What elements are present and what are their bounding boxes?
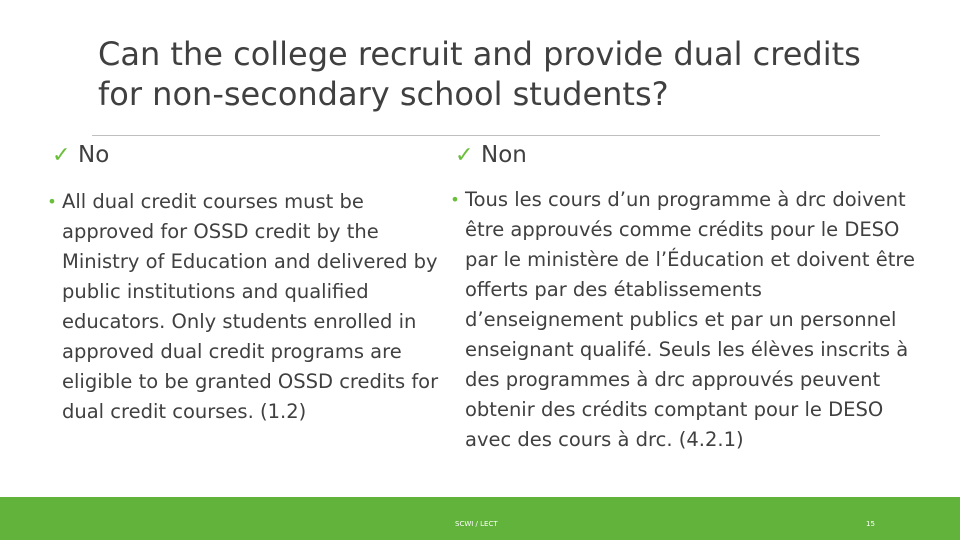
right-column-heading [455, 142, 527, 168]
left-column-heading [52, 142, 109, 168]
footer-bar [0, 497, 960, 540]
bullet-dot-icon: • [47, 192, 57, 211]
left-bullet-text: All dual credit courses must be approved for OSSD credit by the Ministry of Education and delivered by public institutions and qualified educators. Only students enrolled in approved dual credit programs are eligible to be granted OSSD credits for dual credit courses. (1.2) [62, 190, 439, 423]
checkmark-icon: ✓ [455, 142, 474, 168]
slide-number: 15 [866, 520, 875, 528]
bullet-dot-icon: • [450, 190, 460, 209]
list-item [445, 185, 925, 455]
right-bullet-list [445, 185, 925, 455]
left-heading-label: No [78, 142, 110, 168]
list-item [42, 187, 442, 427]
footer-label: SCWI / LECT [455, 520, 498, 528]
title-divider [92, 135, 880, 136]
slide-title: Can the college recruit and provide dual credits for non-secondary school students? [98, 35, 861, 113]
right-heading-label: Non [481, 142, 527, 168]
left-bullet-list [42, 187, 442, 427]
checkmark-icon: ✓ [52, 142, 71, 168]
right-bullet-text: Tous les cours d’un programme à drc doivent être approuvés comme crédits pour le DESO par le ministère de l’Éducation et doivent être offerts par des établissements d’enseignement publics et par un personnel enseignant qualifé. Seuls les élèves inscrits à des programmes à drc approuvés peuvent obtenir des crédits comptant pour le DESO avec des cours à drc. (4.2.1) [465, 188, 915, 451]
